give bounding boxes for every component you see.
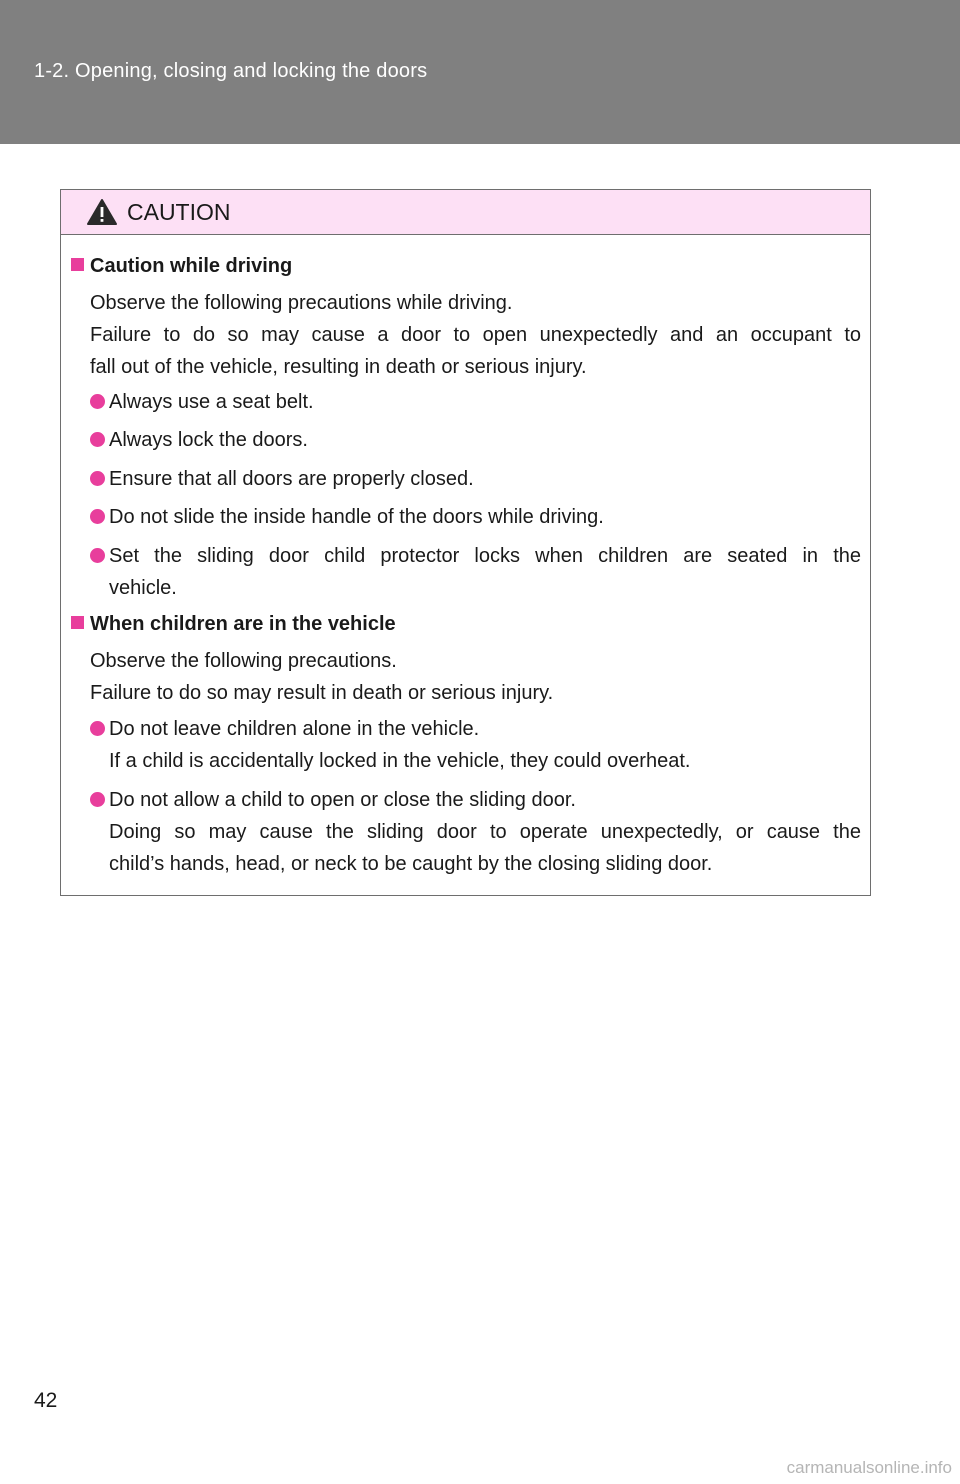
square-bullet-icon	[71, 258, 84, 271]
page-header	[0, 0, 960, 144]
list-item-line: Do not slide the inside handle of the doors while driving.	[109, 506, 604, 528]
circle-bullet-icon	[90, 432, 105, 447]
caution-header	[61, 190, 870, 235]
intro-line: Failure to do so may result in death or serious injury.	[90, 682, 554, 704]
list-item-line: Do not allow a child to open or close the sliding door.	[109, 789, 576, 811]
circle-bullet-icon	[90, 509, 105, 524]
list-item-text	[109, 501, 861, 533]
watermark: carmanualsonline.info	[786, 1458, 952, 1477]
section-heading-text: Caution while driving	[90, 255, 293, 277]
circle-bullet-icon	[90, 721, 105, 736]
circle-bullet-icon	[90, 394, 105, 409]
circle-bullet-icon	[90, 548, 105, 563]
list-item-text	[109, 713, 861, 777]
list-item-text	[109, 424, 861, 456]
list-item-text	[109, 463, 861, 495]
caution-box	[60, 189, 871, 896]
warning-triangle-icon	[86, 198, 118, 226]
list-item-line: Do not leave children alone in the vehicle.	[109, 718, 480, 740]
list-item-line: child’s hands, head, or neck to be caught by the closing sliding door.	[109, 853, 713, 875]
list-item-line: Ensure that all doors are properly closed.	[109, 468, 474, 490]
list-item-line: Always use a seat belt.	[109, 391, 314, 413]
section-intro	[90, 645, 861, 709]
square-bullet-icon	[71, 616, 84, 629]
list-item-line: vehicle.	[109, 577, 177, 599]
section-title: 1-2. Opening, closing and locking the doors	[34, 60, 428, 82]
list-item-line: Set the sliding door child protector locks when children are seated in the	[109, 545, 861, 567]
list-item-line: Always lock the doors.	[109, 429, 308, 451]
section-heading-caution-while-driving	[71, 255, 292, 278]
intro-line: Observe the following precautions while driving.	[90, 292, 513, 314]
intro-line: Observe the following precautions.	[90, 650, 397, 672]
section-heading-text: When children are in the vehicle	[90, 613, 396, 635]
section-heading-children-in-vehicle	[71, 613, 396, 636]
list-item-text	[109, 784, 861, 880]
intro-line: fall out of the vehicle, resulting in death or serious injury.	[90, 356, 587, 378]
circle-bullet-icon	[90, 471, 105, 486]
list-item-line: If a child is accidentally locked in the vehicle, they could overheat.	[109, 750, 691, 772]
caution-label: CAUTION	[127, 199, 231, 225]
list-item-text	[109, 386, 861, 418]
list-item-text	[109, 540, 861, 604]
page-number: 42	[34, 1389, 58, 1412]
circle-bullet-icon	[90, 792, 105, 807]
intro-line: Failure to do so may cause a door to open unexpectedly and an occupant to	[90, 324, 861, 346]
list-item-line: Doing so may cause the sliding door to operate unexpectedly, or cause the	[109, 821, 861, 843]
section-intro	[90, 287, 861, 383]
